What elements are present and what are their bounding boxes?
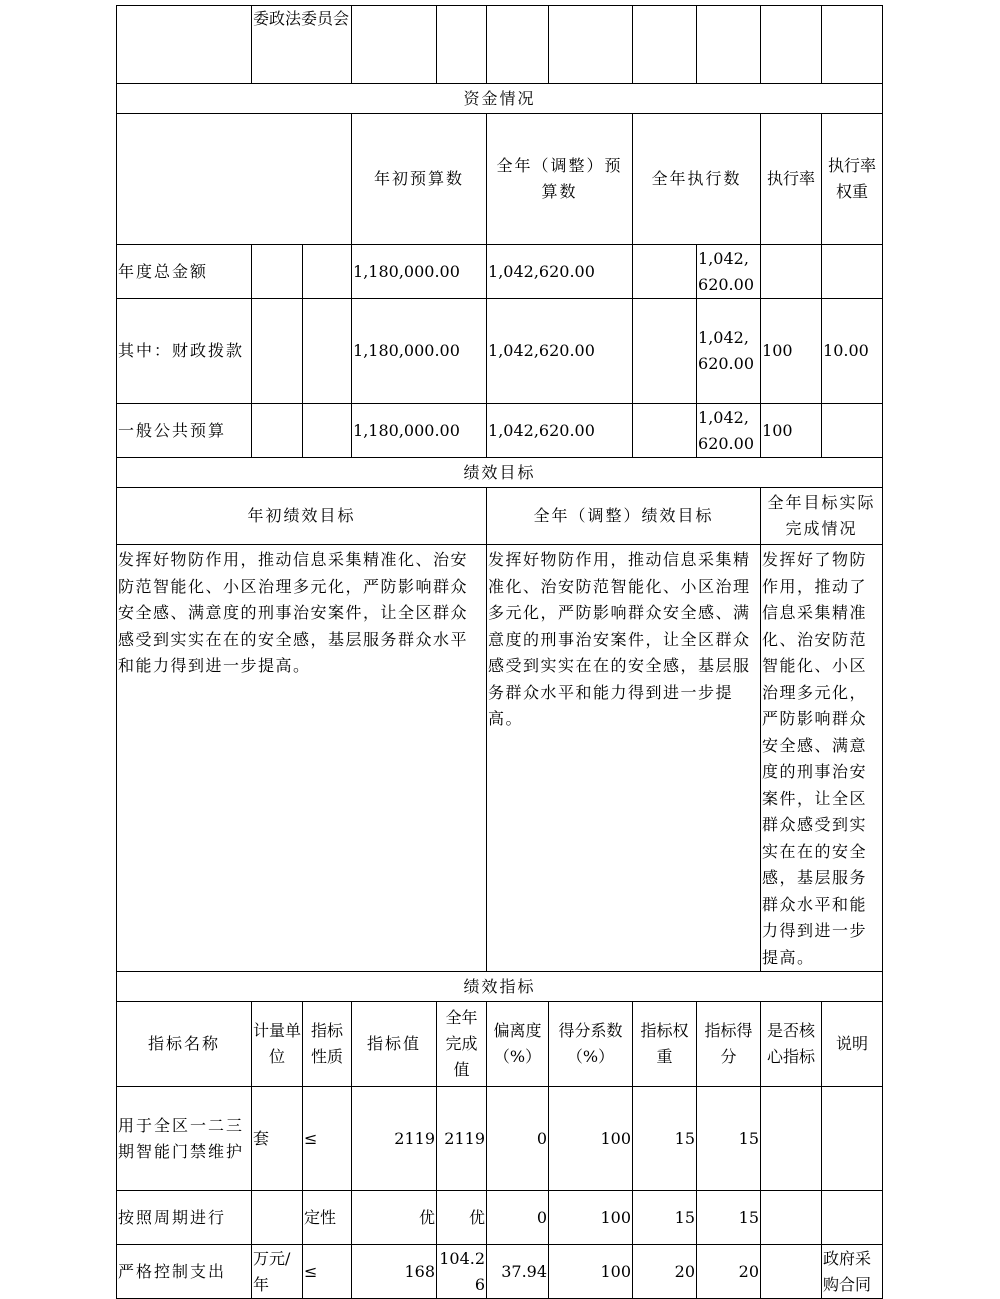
execution-rate-value: 100: [761, 404, 822, 458]
indicator-score: 15: [697, 1191, 761, 1245]
executed-value: 1,042,620.00: [697, 404, 761, 458]
header-initial-goal: 年初绩效目标: [117, 488, 487, 545]
goals-text-row: [117, 545, 883, 972]
goals-section-title: 绩效目标: [117, 458, 883, 488]
header-adjusted-goal: 全年（调整）绩效目标: [487, 488, 761, 545]
header-unit: 计量单位: [252, 1002, 303, 1087]
initial-goal-text: 发挥好物防作用，推动信息采集精准化、治安防范智能化、小区治理多元化，严防影响群众安全感、满意度的刑事治安案件，让全区群众感受到实实在在的安全感，基层服务群众水平和能力得到进一步提高。: [117, 545, 487, 972]
header-deviation: 偏离度（%）: [487, 1002, 549, 1087]
goals-section-row: [117, 458, 883, 488]
header-is-core: 是否核心指标: [761, 1002, 822, 1087]
header-score: 指标得分: [697, 1002, 761, 1087]
funds-row: [117, 299, 883, 404]
execution-rate-value: [761, 245, 822, 299]
indicator-deviation: 0: [487, 1191, 549, 1245]
indicator-coefficient: 100: [549, 1191, 633, 1245]
indicator-nature: 定性: [303, 1191, 352, 1245]
header-nature: 指标性质: [303, 1002, 352, 1087]
indicator-deviation: 37.94: [487, 1245, 549, 1299]
cell: [303, 404, 352, 458]
indicator-name: 严格控制支出: [117, 1245, 252, 1299]
execution-weight-value: [822, 245, 883, 299]
cell: [252, 299, 303, 404]
cell: [633, 245, 697, 299]
indicator-name: 用于全区一二三期智能门禁维护: [117, 1087, 252, 1191]
funds-section-title: 资金情况: [117, 84, 883, 114]
adjusted-budget-value: 1,042,620.00: [487, 245, 633, 299]
indicator-name: 按照周期进行: [117, 1191, 252, 1245]
row-label: 其中：财政拨款: [117, 299, 252, 404]
indicator-done: 优: [437, 1191, 487, 1245]
indicator-row: [117, 1087, 883, 1191]
top-continuation-row: [117, 6, 883, 84]
header-value: 指标值: [352, 1002, 437, 1087]
indicator-weight: 15: [633, 1087, 697, 1191]
indicator-weight: 20: [633, 1245, 697, 1299]
indicator-unit: 万元/年: [252, 1245, 303, 1299]
executed-value: 1,042,620.00: [697, 245, 761, 299]
cell: [822, 6, 883, 84]
indicator-note: [822, 1191, 883, 1245]
funds-row: [117, 245, 883, 299]
indicator-note: 政府采购合同: [822, 1245, 883, 1299]
indicators-header-row: [117, 1002, 883, 1087]
indicator-nature: ≤: [303, 1087, 352, 1191]
indicator-deviation: 0: [487, 1087, 549, 1191]
cell: [252, 404, 303, 458]
indicator-note: [822, 1087, 883, 1191]
initial-budget-value: 1,180,000.00: [352, 404, 487, 458]
header-coefficient: 得分系数（%）: [549, 1002, 633, 1087]
indicators-section-row: [117, 972, 883, 1002]
indicator-coefficient: 100: [549, 1245, 633, 1299]
cell: [117, 6, 252, 84]
adjusted-goal-text: 发挥好物防作用，推动信息采集精准化、治安防范智能化、小区治理多元化，严防影响群众安全感、满意度的刑事治安案件，让全区群众感受到实实在在的安全感，基层服务群众水平和能力得到进一步提高。: [487, 545, 761, 972]
indicator-done: 2119: [437, 1087, 487, 1191]
indicator-value: 2119: [352, 1087, 437, 1191]
indicator-score: 15: [697, 1087, 761, 1191]
performance-table: [116, 5, 883, 1299]
header-weight: 指标权重: [633, 1002, 697, 1087]
cell: [697, 6, 761, 84]
indicator-core: [761, 1245, 822, 1299]
execution-weight-value: 10.00: [822, 299, 883, 404]
indicator-weight: 15: [633, 1191, 697, 1245]
cell: [352, 6, 437, 84]
row-label: 年度总金额: [117, 245, 252, 299]
cell: [487, 6, 549, 84]
header-annual-adjusted-budget: 全年（调整）预算数: [487, 114, 633, 245]
indicator-unit: 套: [252, 1087, 303, 1191]
cell: [633, 6, 697, 84]
indicator-coefficient: 100: [549, 1087, 633, 1191]
indicator-row: [117, 1245, 883, 1299]
indicator-core: [761, 1087, 822, 1191]
header-execution-rate-weight: 执行率权重: [822, 114, 883, 245]
goals-header-row: [117, 488, 883, 545]
indicator-row: [117, 1191, 883, 1245]
executed-value: 1,042,620.00: [697, 299, 761, 404]
actual-goal-text: 发挥好了物防作用，推动了信息采集精准化、治安防范智能化、小区治理多元化，严防影响群众安全感、满意度的刑事治安案件，让全区群众感受到实实在在的安全感，基层服务群众水平和能力得到进一步提高。: [761, 545, 883, 972]
funds-section-row: [117, 84, 883, 114]
cell: [252, 245, 303, 299]
initial-budget-value: 1,180,000.00: [352, 245, 487, 299]
cell: [303, 299, 352, 404]
indicator-unit: [252, 1191, 303, 1245]
header-annual-done: 全年完成值: [437, 1002, 487, 1087]
header-initial-budget: 年初预算数: [352, 114, 487, 245]
execution-weight-value: [822, 404, 883, 458]
adjusted-budget-value: 1,042,620.00: [487, 299, 633, 404]
funds-row: [117, 404, 883, 458]
header-indicator-name: 指标名称: [117, 1002, 252, 1087]
indicator-value: 168: [352, 1245, 437, 1299]
header-actual-goal: 全年目标实际完成情况: [761, 488, 883, 545]
indicator-done: 104.26: [437, 1245, 487, 1299]
header-execution-rate: 执行率: [761, 114, 822, 245]
cell: [633, 299, 697, 404]
department-name-cell: 委政法委员会: [252, 6, 352, 84]
initial-budget-value: 1,180,000.00: [352, 299, 487, 404]
cell: [437, 6, 487, 84]
header-annual-execution: 全年执行数: [633, 114, 761, 245]
row-label: 一般公共预算: [117, 404, 252, 458]
cell: [549, 6, 633, 84]
header-note: 说明: [822, 1002, 883, 1087]
adjusted-budget-value: 1,042,620.00: [487, 404, 633, 458]
indicators-section-title: 绩效指标: [117, 972, 883, 1002]
cell: [761, 6, 822, 84]
indicator-nature: ≤: [303, 1245, 352, 1299]
indicator-core: [761, 1191, 822, 1245]
indicator-score: 20: [697, 1245, 761, 1299]
cell: [303, 245, 352, 299]
indicator-value: 优: [352, 1191, 437, 1245]
execution-rate-value: 100: [761, 299, 822, 404]
funds-header-row: [117, 114, 883, 245]
cell: [117, 114, 352, 245]
cell: [633, 404, 697, 458]
